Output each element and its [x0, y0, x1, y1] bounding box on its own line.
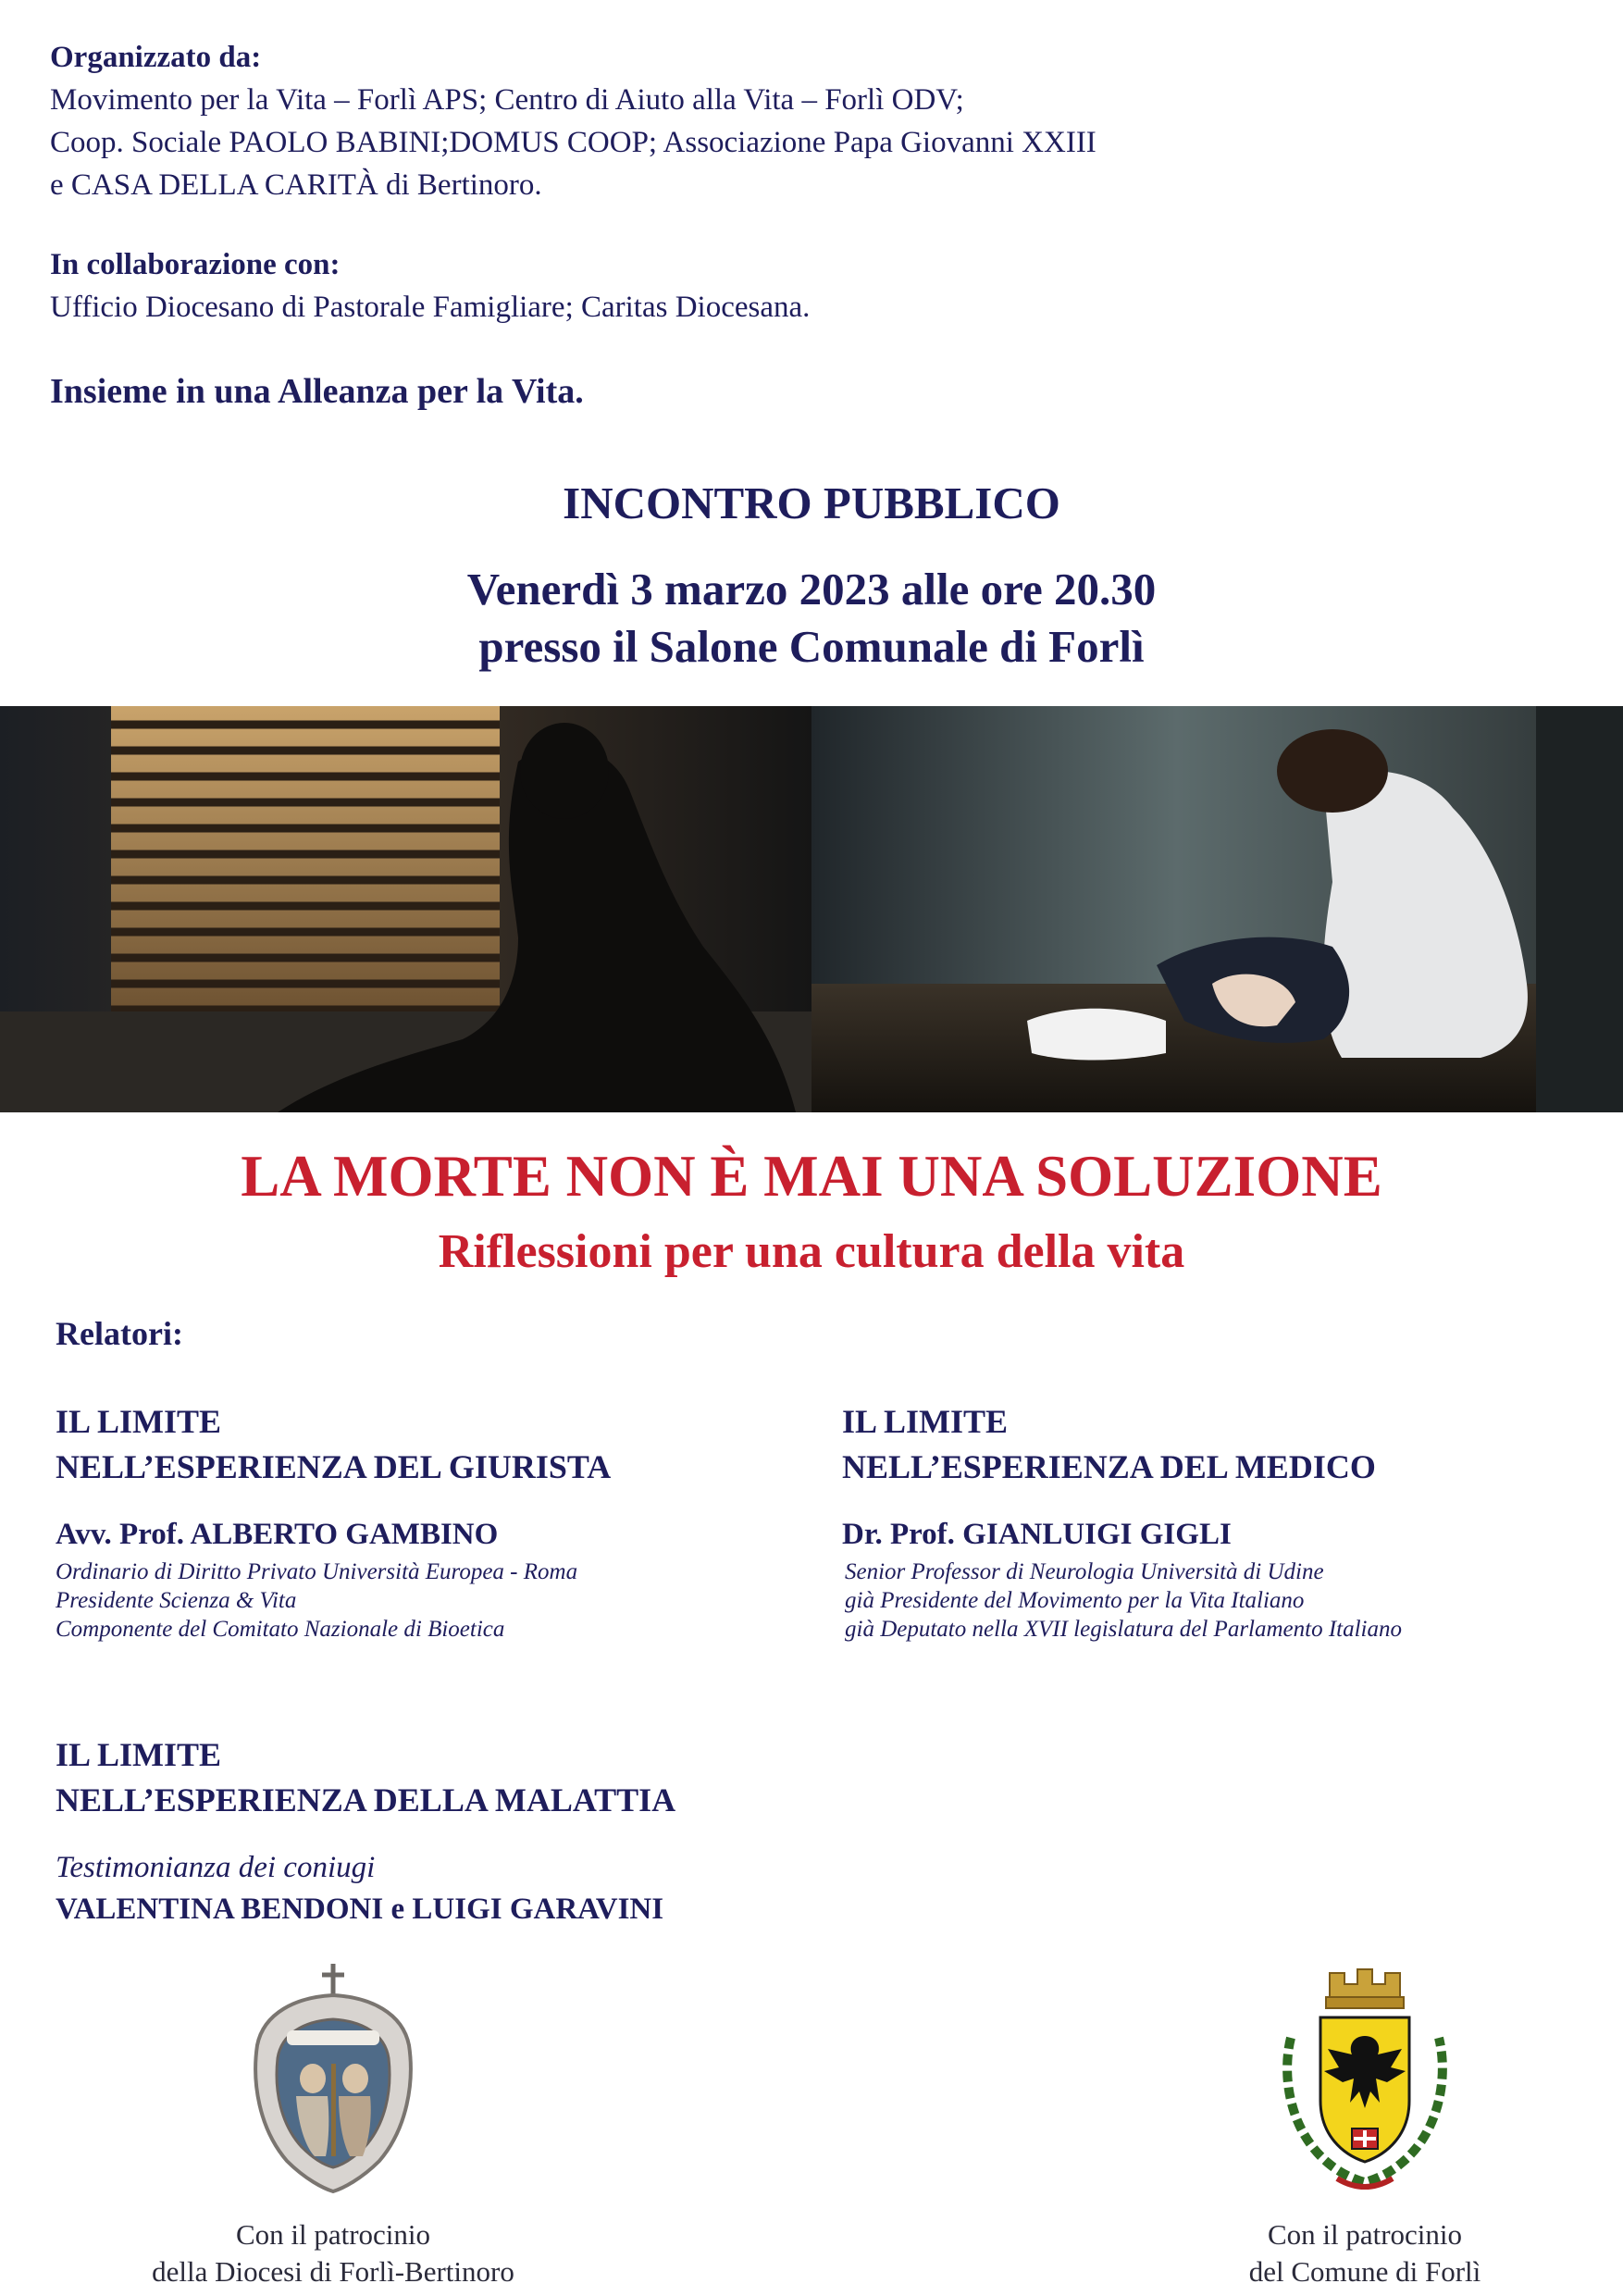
talk-topic-line: NELL’ESPERIENZA DELLA MALATTIA: [56, 1781, 676, 1818]
event-title: LA MORTE NON È MAI UNA SOLUZIONE: [241, 1144, 1382, 1209]
organizers-heading: Organizzato da:: [50, 41, 262, 74]
talk-topic: [56, 1732, 675, 1823]
speaker-role: Presidente Scienza & Vita: [56, 1588, 297, 1613]
event-subtitle: Riflessioni per una cultura della vita: [438, 1225, 1185, 1278]
talk-topic-line: NELL’ESPERIENZA DEL MEDICO: [842, 1448, 1376, 1485]
organizers-line: e CASA DELLA CARITÀ di Bertinoro.: [50, 168, 542, 202]
speaker-name: Dr. Prof. GIANLUIGI GIGLI: [842, 1518, 1232, 1551]
talk-topic-line: IL LIMITE: [56, 1736, 222, 1773]
organizers-line: Movimento per la Vita – Forlì APS; Centro di Aiuto alla Vita – Forlì ODV;: [50, 83, 964, 117]
event-date: Venerdì 3 marzo 2023 alle ore 20.30: [466, 564, 1157, 614]
speaker-role: già Deputato nella XVII legislatura del Parlamento Italiano: [845, 1617, 1403, 1642]
talk-topic-line: NELL’ESPERIENZA DEL GIURISTA: [56, 1448, 612, 1485]
talk-topic-line: IL LIMITE: [56, 1403, 222, 1440]
comune-crest-logo: [1272, 1964, 1457, 2200]
patronage-line: Con il patrocinio: [1267, 2218, 1463, 2251]
talk-topic: [56, 1399, 611, 1490]
event-place: presso il Salone Comunale di Forlì: [478, 621, 1145, 672]
testimony-label: Testimonianza dei coniugi: [56, 1851, 376, 1884]
event-type: INCONTRO PUBBLICO: [563, 478, 1060, 528]
diocese-crest-logo: [250, 1962, 416, 2193]
speaker-role: già Presidente del Movimento per la Vita Italiano: [845, 1588, 1305, 1613]
speaker-role: Ordinario di Diritto Privato Università Europea - Roma: [56, 1559, 578, 1584]
patronage-line: del Comune di Forlì: [1248, 2255, 1481, 2288]
patronage-line: della Diocesi di Forlì-Bertinoro: [152, 2255, 514, 2288]
organizers-line: Coop. Sociale PAOLO BABINI;DOMUS COOP; Associazione Papa Giovanni XXIII: [50, 126, 1096, 159]
speaker-roles: [56, 1558, 577, 1644]
alliance-slogan: Insieme in una Alleanza per la Vita.: [50, 372, 584, 411]
patronage-line: Con il patrocinio: [235, 2218, 431, 2251]
speaker-role: Componente del Comitato Nazionale di Bioetica: [56, 1617, 505, 1642]
collaboration-heading: In collaborazione con:: [50, 248, 341, 281]
speakers-label: Relatori:: [56, 1315, 183, 1352]
banner-photo: [0, 706, 1623, 1112]
patronage-comune: [1134, 2216, 1596, 2290]
talk-topic: [842, 1399, 1376, 1490]
patronage-diocese: [111, 2216, 555, 2290]
testimony-names: VALENTINA BENDONI e LUIGI GARAVINI: [56, 1893, 664, 1926]
speaker-roles: [845, 1558, 1402, 1644]
speaker-name: Avv. Prof. ALBERTO GAMBINO: [56, 1518, 499, 1551]
talk-topic-line: IL LIMITE: [842, 1403, 1009, 1440]
collaboration-line: Ufficio Diocesano di Pastorale Famigliare; Caritas Diocesana.: [50, 291, 811, 324]
speaker-role: Senior Professor di Neurologia Università di Udine: [845, 1559, 1324, 1584]
